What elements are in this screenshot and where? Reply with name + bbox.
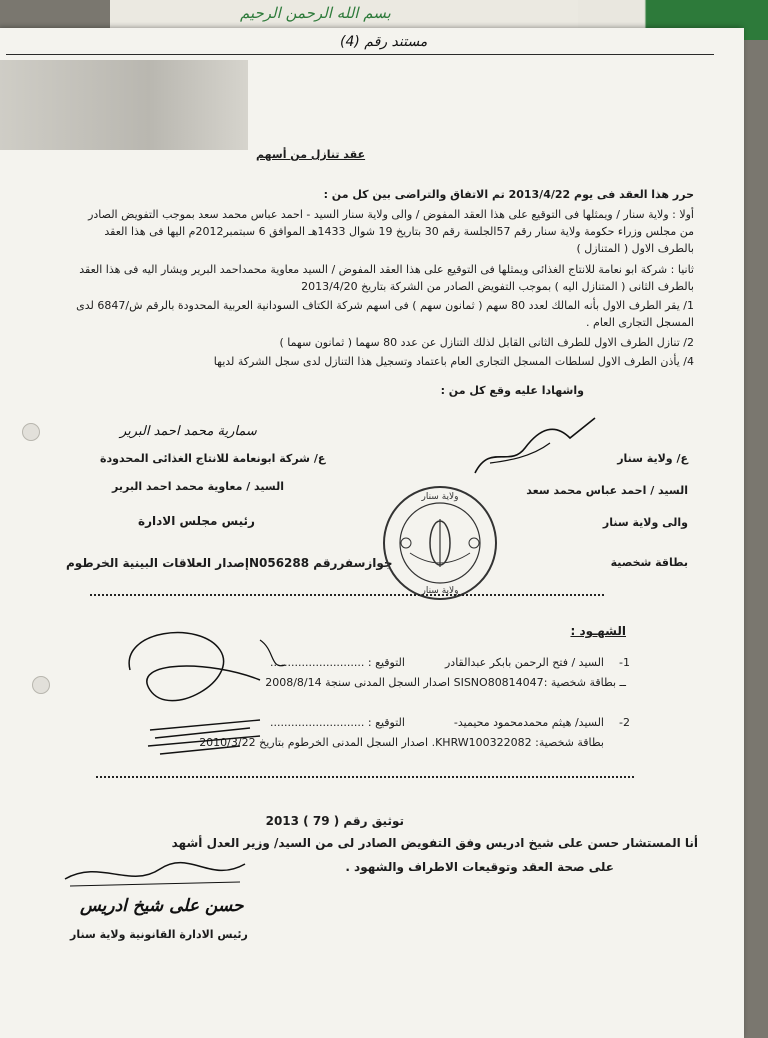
punch-hole <box>22 423 40 441</box>
notary-handwritten-name: حسن على شيخ ادريس <box>80 896 244 916</box>
party1-line1: أولا : ولاية سنار / ويمثلها فى التوقيع على هذا العقد المفوض / والى ولاية سنار السيد - احمد عباس محمد سعد بموجب التفويض الصادر <box>88 208 694 221</box>
party2-line2: بالطرف الثانى ( المتنازل اليه ) بموجب التفويض الصادر من الشركة بتاريخ 2013/4/20 <box>301 280 694 293</box>
witness2-name: السيد/ هيثم محمدمحمود محيميد- <box>453 716 604 729</box>
witness1-sign-label: التوقيع : ........................... <box>270 656 405 669</box>
intro-line: حرر هذا العقد فى يوم 2013/4/22 تم الاتفاق والتراضى بين كل من : <box>323 188 694 201</box>
witness2-id: بطاقة شخصية: KHRW100322082. اصدار السجل المدنى الخرطوم بتاريخ 2010/3/22 <box>199 736 604 749</box>
left-sig-label: ع/ شركة ابونعامة للانتاج الغذائى المحدودة <box>100 452 326 465</box>
punch-hole <box>32 676 50 694</box>
notary-title: رئيس الادارة القانونية ولاية سنار <box>70 928 248 941</box>
notary-signature-scribble <box>60 854 250 898</box>
witness2-number: 2- <box>619 716 630 729</box>
clause-1-cont: المسجل التجارى العام . <box>586 316 694 329</box>
right-sig-name: السيد / احمد عباس محمد سعد <box>526 484 688 497</box>
clause-1: 1/ يقر الطرف الاول بأنه المالك لعدد 80 سهم ( ثمانون سهم ) فى اسهم شركة الكتاف السودانية العربية المحدودة بالرقم ش/6847 لدى <box>76 299 694 312</box>
folded-corner <box>0 60 248 150</box>
witnessed-line: واشهادا عليه وقع كل من : <box>440 384 584 397</box>
document-title: عقد تنازل من أسهم <box>256 148 366 161</box>
party1-line2: من مجلس وزراء حكومة ولاية سنار رقم 57الجلسة رقم 30 بتاريخ 19 شوال 1433هـ الموافق 6 سبتمبر2012م اليها فى هذا العقد <box>104 225 694 238</box>
top-rule <box>6 54 714 55</box>
stamp-top-text: ولاية سنار <box>421 492 459 502</box>
left-handwritten-name: سمارية محمد احمد البرير <box>120 424 257 439</box>
notarization-line2: على صحة العقد وتوقيعات الاطراف والشهود . <box>345 860 614 874</box>
green-handwriting: بسم الله الرحمن الرحيم <box>240 4 391 22</box>
official-stamp <box>380 483 500 607</box>
stamp-bottom-text: ولاية سنار <box>421 586 459 596</box>
clause-2: 2/ تنازل الطرف الاول للطرف الثانى القابل لذلك التنازل عن عدد 80 سهما ( ثمانون سهما ) <box>279 336 694 349</box>
document-sheet <box>0 28 744 1038</box>
witness2-sign-label: التوقيع : ........................... <box>270 716 405 729</box>
right-id-label: بطاقة شخصية <box>610 556 688 569</box>
notarization-number: توثيق رقم ( 79 ) 2013 <box>265 814 404 828</box>
party2-line1: ثانيا : شركة ابو نعامة للانتاج الغذائى ويمثلها فى التوقيع على هذا العقد المفوض / السيد معاوية محمداحمد البرير ويشار اليه فى هذا العقد <box>79 263 694 276</box>
party1-line3: بالطرف الاول ( المتنازل ) <box>576 242 694 255</box>
left-passport: جوازسفررقم N056288إصدار العلاقات البينية الخرطوم <box>66 556 393 570</box>
left-sig-name: السيد / معاوية محمد احمد البرير <box>112 480 284 493</box>
separator-dotted-2 <box>96 776 634 778</box>
witnesses-title: الشهـود : <box>570 624 626 638</box>
page-reference: مستند رقم (4) <box>340 34 428 50</box>
clause-4: 4/ يأذن الطرف الاول لسلطات المسجل التجارى العام باعتماد وتسجيل هذا التنازل لدى سجل الشركة لديها <box>213 355 694 368</box>
left-sig-position: رئيس مجلس الادارة <box>138 514 255 528</box>
witness1-number: 1- <box>619 656 630 669</box>
witness-signature-scribble <box>110 610 290 784</box>
notarization-line1: أنا المستشار حسن على شيخ ادريس وفق التفويض الصادر لى من السيد/ وزير العدل أشهد <box>171 836 698 850</box>
separator-dotted <box>90 594 604 596</box>
witness1-name: السيد / فتح الرحمن بابكر عبدالقادر <box>444 656 604 669</box>
right-sig-label: ع/ ولاية سنار <box>617 452 688 465</box>
right-sig-position: والى ولاية سنار <box>602 516 688 529</box>
right-signature-scribble <box>470 413 600 487</box>
witness1-id: ــ بطاقة شخصية :SISNO80814047 اصدار السجل المدنى سنجة 2008/8/14 <box>265 676 626 689</box>
